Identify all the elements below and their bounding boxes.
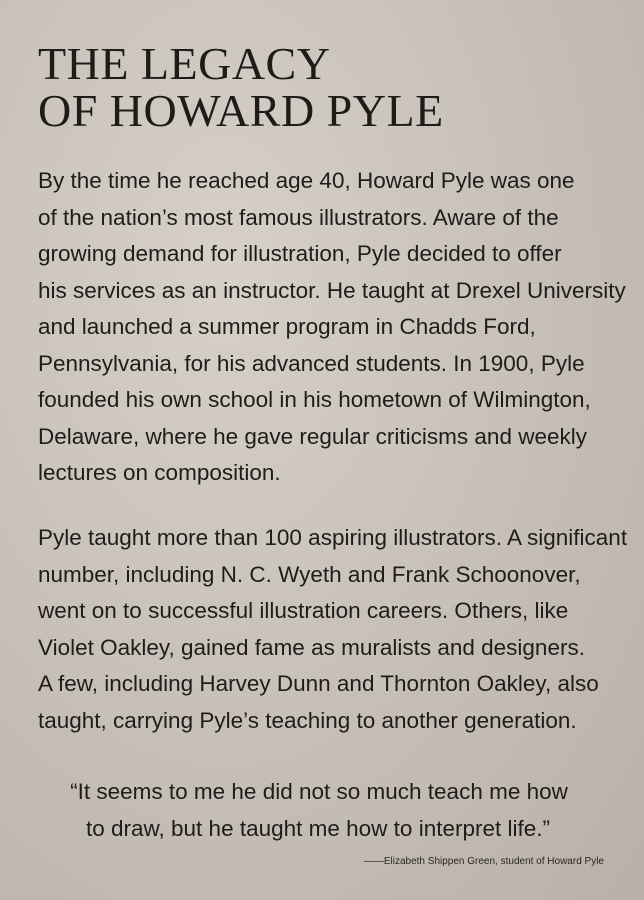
paragraph-line: his services as an instructor. He taught at Drexel University bbox=[38, 277, 626, 303]
paragraph-line: went on to successful illustration careers. Others, like bbox=[38, 598, 569, 623]
paragraph-line: By the time he reached age 40, Howard Pyle was one bbox=[38, 168, 575, 193]
quote-attribution: ——Elizabeth Shippen Green, student of Howard Pyle bbox=[363, 856, 604, 867]
paragraph-legacy-intro bbox=[38, 163, 626, 492]
panel-title bbox=[38, 40, 618, 134]
paragraph-line: Delaware, where he gave regular criticisms and weekly bbox=[38, 423, 587, 449]
paragraph-line: of the nation’s most famous illustrators. Aware of the bbox=[38, 204, 559, 230]
title-line: THE LEGACY bbox=[38, 38, 331, 89]
paragraph-line: Violet Oakley, gained fame as muralists and designers. bbox=[38, 634, 585, 660]
paragraph-line: number, including N. C. Wyeth and Frank Schoonover, bbox=[38, 561, 581, 587]
paragraph-line: Pyle taught more than 100 aspiring illustrators. A significant bbox=[38, 525, 628, 550]
quote-line: to draw, but he taught me how to interpret life.” bbox=[85, 815, 550, 841]
pull-quote bbox=[0, 774, 644, 847]
paragraph-line: lectures on composition. bbox=[38, 460, 281, 485]
paragraph-line: taught, carrying Pyle’s teaching to another generation. bbox=[38, 707, 577, 733]
paragraph-line: growing demand for illustration, Pyle decided to offer bbox=[38, 241, 562, 266]
paragraph-students bbox=[38, 520, 628, 739]
paragraph-line: A few, including Harvey Dunn and Thornton Oakley, also bbox=[38, 671, 599, 696]
title-line: OF HOWARD PYLE bbox=[38, 85, 444, 136]
quote-line: “It seems to me he did not so much teach me how bbox=[70, 779, 568, 804]
paragraph-line: Pennsylvania, for his advanced students. In 1900, Pyle bbox=[38, 350, 585, 376]
paragraph-line: founded his own school in his hometown of Wilmington, bbox=[38, 387, 591, 412]
paragraph-line: and launched a summer program in Chadds Ford, bbox=[38, 314, 536, 339]
